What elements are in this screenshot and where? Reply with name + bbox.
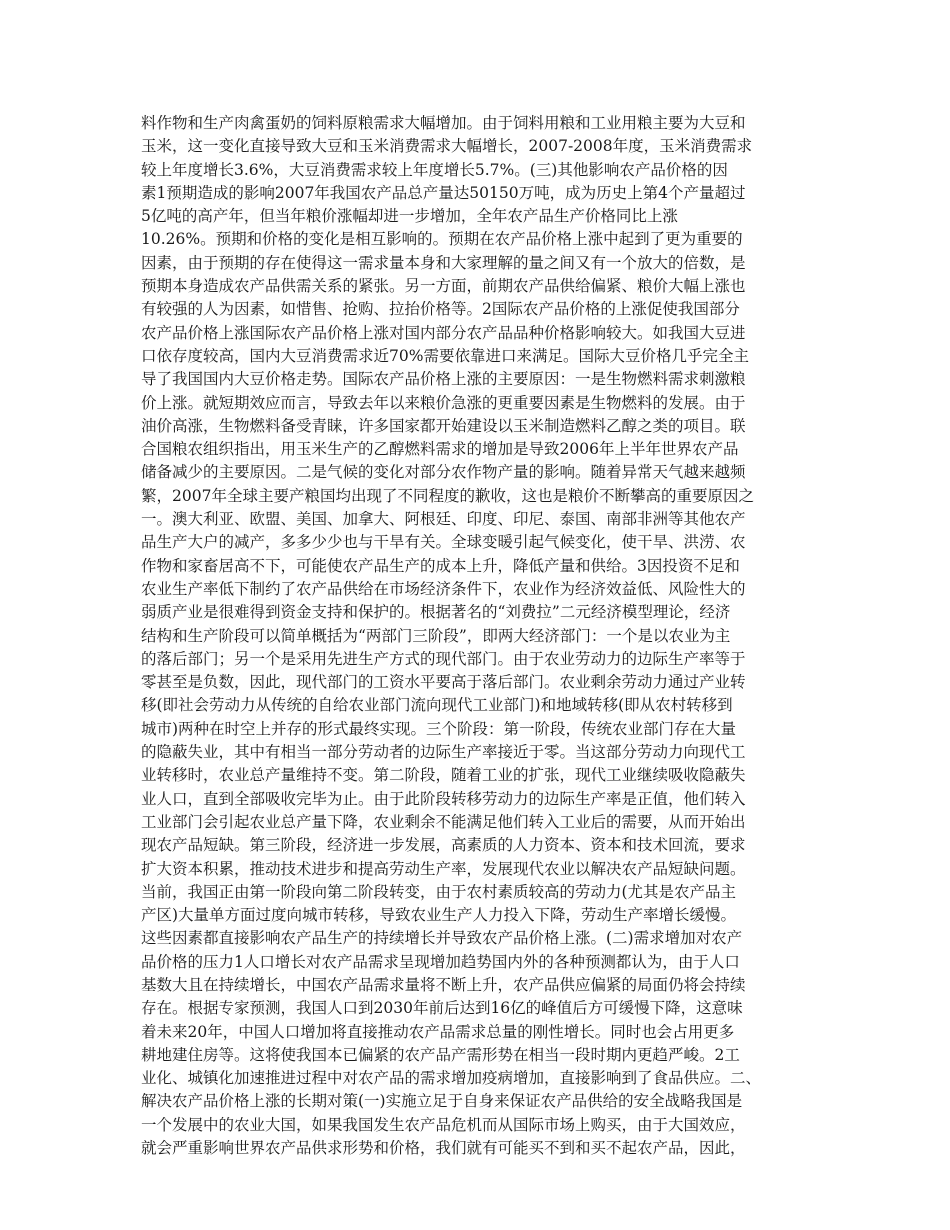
text-line: 零甚至是负数，因此，现代部门的工资水平要高于落后部门。农业剩余劳动力通过产业转 xyxy=(141,673,746,692)
text-line: 一。澳大利亚、欧盟、美国、加拿大、阿根廷、印度、印尼、泰国、南部非洲等其他农产 xyxy=(141,510,746,529)
text-line: 价上涨。就短期效应而言，导致去年以来粮价急涨的更重要因素是生物燃料的发展。由于 xyxy=(141,393,746,412)
text-line: 扩大资本积累，推动技术进步和提高劳动生产率，发展现代农业以解决农产品短缺问题。 xyxy=(141,859,746,878)
text-line: 品生产大户的减产，多多少少也与干旱有关。全球变暖引起气候变化，使干旱、洪涝、农 xyxy=(141,533,746,552)
text-line: 城市)两种在时空上并存的形式最终实现。三个阶段：第一阶段，传统农业部门存在大量 xyxy=(141,719,737,738)
text-line: 料作物和生产肉禽蛋奶的饲料原粮需求大幅增加。由于饲料用粮和工业用粮主要为大豆和 xyxy=(141,114,746,132)
text-line: 导了我国国内大豆价格走势。国际农产品价格上涨的主要原因：一是生物燃料需求刺激粮 xyxy=(141,370,746,389)
text-line: 移(即社会劳动力从传统的自给农业部门流向现代工业部门)和地域转移(即从农村转移到 xyxy=(141,696,733,715)
body-text xyxy=(141,112,813,1160)
text-line: 工业部门会引起农业总产量下降，农业剩余不能满足他们转入工业后的需要，从而开始出 xyxy=(141,812,746,831)
text-line: 预期本身造成农产品供需关系的紧张。另一方面，前期农产品供给偏紧、粮价大幅上涨也 xyxy=(141,277,746,296)
text-line: 解决农产品价格上涨的长期对策(一)实施立足于自身来保证农产品供给的安全战略我国是 xyxy=(141,1092,743,1111)
text-line: 油价高涨，生物燃料备受青睐，许多国家都开始建设以玉米制造燃料乙醇之类的项目。联 xyxy=(141,416,746,435)
text-line: 储备减少的主要原因。二是气候的变化对部分农作物产量的影响。随着异常天气越来越频 xyxy=(141,463,746,482)
text-line: 农业生产率低下制约了农产品供给在市场经济条件下，农业作为经济效益低、风险性大的 xyxy=(141,579,746,598)
text-line: 口依存度较高，国内大豆消费需求近70%需要依靠进口来满足。国际大豆价格几乎完全主 xyxy=(141,346,749,365)
text-line: 结构和生产阶段可以简单概括为“两部门三阶段”，即两大经济部门：一个是以农业为主 xyxy=(141,626,731,645)
text-line: 产区)大量单方面过度向城市转移，导致农业生产人力投入下降，劳动生产率增长缓慢。 xyxy=(141,906,737,925)
text-line: 的落后部门；另一个是采用先进生产方式的现代部门。由于农业劳动力的边际生产率等于 xyxy=(141,649,746,668)
text-line: 因素，由于预期的存在使得这一需求量本身和大家理解的量之间又有一个放大的倍数，是 xyxy=(141,253,746,272)
text-line: 作物和家畜居高不下，可能使农产品生产的成本上升，降低产量和供给。3因投资不足和 xyxy=(141,556,740,575)
text-line: 一个发展中的农业大国，如果我国发生农产品危机而从国际市场上购买，由于大国效应， xyxy=(141,1115,746,1134)
text-line: 10.26%。预期和价格的变化是相互影响的。预期在农产品价格上涨中起到了更为重要的 xyxy=(141,230,743,249)
text-line: 着未来20年，中国人口增加将直接推动农产品需求总量的刚性增长。同时也会占用更多 xyxy=(141,1022,735,1041)
text-line: 存在。根据专家预测，我国人口到2030年前后达到16亿的峰值后方可缓慢下降，这意味 xyxy=(141,999,743,1018)
text-line: 现农产品短缺。第三阶段，经济进一步发展，高素质的人力资本、资本和技术回流，要求 xyxy=(141,836,746,855)
text-line: 的隐蔽失业，其中有相当一部分劳动者的边际生产率接近于零。当这部分劳动力向现代工 xyxy=(141,743,746,762)
text-line: 合国粮农组织指出，用玉米生产的乙醇燃料需求的增加是导致2006年上半年世界农产品 xyxy=(141,440,739,459)
text-line: 就会严重影响世界农产品供求形势和价格，我们就有可能买不到和买不起农产品，因此， xyxy=(141,1139,746,1158)
text-line: 较上年度增长3.6%，大豆消费需求较上年度增长5.7%。(三)其他影响农产品价格的因 xyxy=(141,160,728,179)
text-line: 业人口，直到全部吸收完毕为止。由于此阶段转移劳动力的边际生产率是正值，他们转入 xyxy=(141,789,746,808)
text-line: 弱质产业是很难得到资金支持和保护的。根据著名的“刘费拉”二元经济模型理论，经济 xyxy=(141,603,731,622)
text-line: 农产品价格上涨国际农产品价格上涨对国内部分农产品品种价格影响较大。如我国大豆进 xyxy=(141,323,746,342)
text-line: 玉米，这一变化直接导致大豆和玉米消费需求大幅增长，2007-2008年度，玉米消费需求 xyxy=(141,137,753,156)
text-line: 素1预期造成的影响2007年我国农产品总产量达50150万吨，成为历史上第4个产量超过 xyxy=(141,183,746,202)
text-line: 5亿吨的高产年，但当年粮价涨幅却进一步增加，全年农产品生产价格同比上涨 xyxy=(141,207,678,226)
text-line: 业转移时，农业总产量维持不变。第二阶段，随着工业的扩张，现代工业继续吸收隐蔽失 xyxy=(141,766,746,785)
text-line: 业化、城镇化加速推进过程中对农产品的需求增加疫病增加，直接影响到了食品供应。二、 xyxy=(141,1069,762,1088)
text-line: 有较强的人为因素，如惜售、抢购、拉抬价格等。2国际农产品价格的上涨促使我国部分 xyxy=(141,300,740,319)
text-line: 这些因素都直接影响农产品生产的持续增长并导致农产品价格上涨。(二)需求增加对农产 xyxy=(141,929,743,948)
text-line: 当前，我国正由第一阶段向第二阶段转变，由于农村素质较高的劳动力(尤其是农产品主 xyxy=(141,882,737,901)
text-line: 耕地建住房等。这将使我国本已偏紧的农产品产需形势在相当一段时期内更趋严峻。2工 xyxy=(141,1045,740,1064)
text-line: 繁，2007年全球主要产粮国均出现了不同程度的歉收，这也是粮价不断攀高的重要原因之 xyxy=(141,486,754,505)
text-line: 品价格的压力1人口增长对农产品需求呈现增加趋势国内外的各种预测都认为，由于人口 xyxy=(141,952,740,971)
text-line: 基数大且在持续增长，中国农产品需求量将不断上升，农产品供应偏紧的局面仍将会持续 xyxy=(141,975,746,994)
